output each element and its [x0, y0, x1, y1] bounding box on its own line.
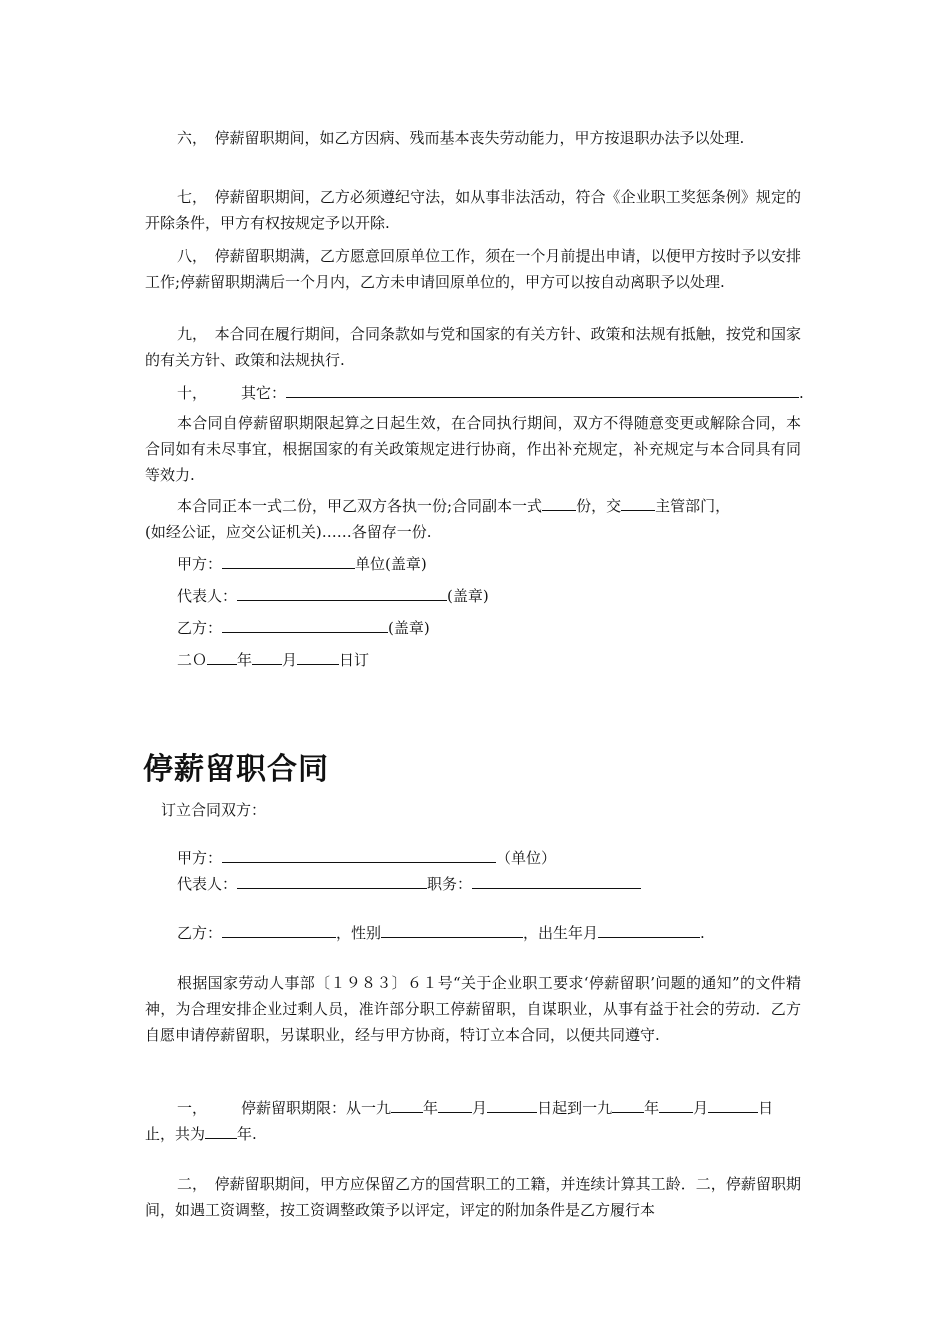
clause-1-text-c: 止，共为: [145, 1125, 206, 1143]
start-month-blank[interactable]: [438, 1095, 472, 1113]
copies-clause-line-2: (如经公证，应交公证机关)……各留存一份.: [145, 523, 432, 541]
end-day-label: 日: [758, 1099, 774, 1117]
lower-party-b-label: 乙方：: [177, 924, 223, 942]
clause-1-label: 一，: [177, 1099, 208, 1117]
copies-text-a: 本合同正本一式二份，甲乙双方各执一份;合同副本一式: [177, 497, 543, 515]
rep-suffix: (盖章): [447, 587, 489, 605]
end-month-blank[interactable]: [659, 1095, 693, 1113]
clause-6: 六， 停薪留职期间，如乙方因病、残而基本丧失劳动能力，甲方按退职办法予以处理.: [177, 129, 745, 147]
clause-10-text: 其它：: [241, 384, 287, 402]
gender-label: ，性别: [336, 924, 382, 942]
date-month-blank[interactable]: [252, 647, 282, 665]
signature-representative: [177, 583, 489, 609]
lower-rep-label: 代表人：: [177, 875, 238, 893]
lower-party-b: [177, 920, 705, 946]
lower-party-a-suffix: （单位）: [496, 849, 557, 867]
end-month-label: 月: [693, 1099, 709, 1117]
clause-9: 九， 本合同在履行期间，合同条款如与党和国家的有关方针、政策和法规有抵触，按党和国家的有关方针、政策和法规执行.: [145, 325, 801, 369]
lower-representative: [177, 871, 641, 897]
party-b-end: .: [700, 924, 705, 942]
party-b-label: 乙方：: [177, 619, 223, 637]
effect-clause: 本合同自停薪留职期限起算之日起生效，在合同执行期间，双方不得随意变更或解除合同，本合同如有未尽事宜，根据国家的有关政策规定进行协商，作出补充规定，补充规定与本合同具有同等效力.: [145, 414, 801, 484]
clause-10-end: .: [799, 384, 804, 402]
lower-party-b-blank[interactable]: [222, 920, 336, 938]
date-year-blank[interactable]: [207, 647, 237, 665]
date-month-label: 月: [282, 651, 298, 669]
party-a-label: 甲方：: [177, 555, 223, 573]
start-day-blank[interactable]: [487, 1095, 537, 1113]
copies-dept-blank[interactable]: [621, 493, 655, 511]
lower-post-label: 职务：: [427, 875, 473, 893]
end-year-label: 年: [644, 1099, 660, 1117]
clause-7: 七， 停薪留职期间，乙方必须遵纪守法，如从事非法活动，符合《企业职工奖惩条例》规定的开除条件，甲方有权按规定予以开除.: [145, 188, 801, 232]
signature-party-b: [177, 615, 430, 641]
copies-text-c: 主管部门，: [655, 497, 731, 515]
date-day-label: 日订: [339, 651, 370, 669]
lower-post-blank[interactable]: [472, 871, 641, 889]
end-day-blank[interactable]: [708, 1095, 758, 1113]
other-terms-blank[interactable]: [286, 380, 799, 398]
gender-blank[interactable]: [381, 920, 523, 938]
party-b-suffix: (盖章): [388, 619, 430, 637]
date-year-label: 年: [237, 651, 253, 669]
copies-count-blank[interactable]: [542, 493, 576, 511]
clause-2: 二， 停薪留职期间，甲方应保留乙方的国营职工的工籍，并连续计算其工龄．二，停薪留职期间，如遇工资调整，按工资调整政策予以评定，评定的附加条件是乙方履行本: [145, 1175, 801, 1219]
party-b-blank[interactable]: [222, 615, 388, 633]
party-a-suffix: 单位(盖章): [355, 555, 427, 573]
clause-8: 八， 停薪留职期满，乙方愿意回原单位工作，须在一个月前提出申请，以便甲方按时予以安排工作;停薪留职期满后一个月内，乙方未申请回原单位的，甲方可以按自动离职予以处理.: [145, 247, 801, 291]
clause-10-label: 十，: [177, 384, 208, 402]
preamble: 根据国家劳动人事部〔１９８３〕６１号“关于企业职工要求‘停薪留职’问题的通知”的文件精神，为合理安排企业过剩人员，准许部分职工停薪留职，自谋职业，从事有益于社会的劳动．乙方自愿申请停薪留职，另谋职业，经与甲方协商，特订立本合同，以便共同遵守.: [145, 974, 801, 1044]
clause-1-text-d: 年.: [237, 1125, 257, 1143]
rep-blank[interactable]: [237, 583, 447, 601]
copies-clause-line-1: [177, 493, 730, 519]
clause-1-text-b: 日起到一九: [537, 1099, 613, 1117]
clause-10: [177, 380, 804, 406]
lower-party-a-blank[interactable]: [222, 845, 496, 863]
signature-party-a: [177, 551, 427, 577]
lower-rep-blank[interactable]: [237, 871, 427, 889]
clause-1-line-1: [177, 1095, 773, 1121]
lower-party-a: [177, 845, 556, 871]
signing-date: [177, 647, 369, 673]
lower-party-a-label: 甲方：: [177, 849, 223, 867]
rep-label: 代表人：: [177, 587, 238, 605]
end-year-blank[interactable]: [612, 1095, 644, 1113]
start-month-label: 月: [472, 1099, 488, 1117]
start-year-blank[interactable]: [391, 1095, 423, 1113]
clause-1-text-a: 停薪留职期限：从一九: [241, 1099, 392, 1117]
start-year-label: 年: [423, 1099, 439, 1117]
party-a-blank[interactable]: [222, 551, 355, 569]
clause-1-line-2: [145, 1121, 257, 1147]
parties-heading: 订立合同双方：: [161, 801, 267, 819]
birth-blank[interactable]: [598, 920, 700, 938]
birth-label: ，出生年月: [523, 924, 599, 942]
document-title: 停薪留职合同: [143, 752, 329, 787]
date-day-blank[interactable]: [297, 647, 339, 665]
copies-text-b: 份，交: [576, 497, 622, 515]
total-years-blank[interactable]: [205, 1121, 237, 1139]
date-prefix: 二Ｏ: [177, 651, 208, 669]
